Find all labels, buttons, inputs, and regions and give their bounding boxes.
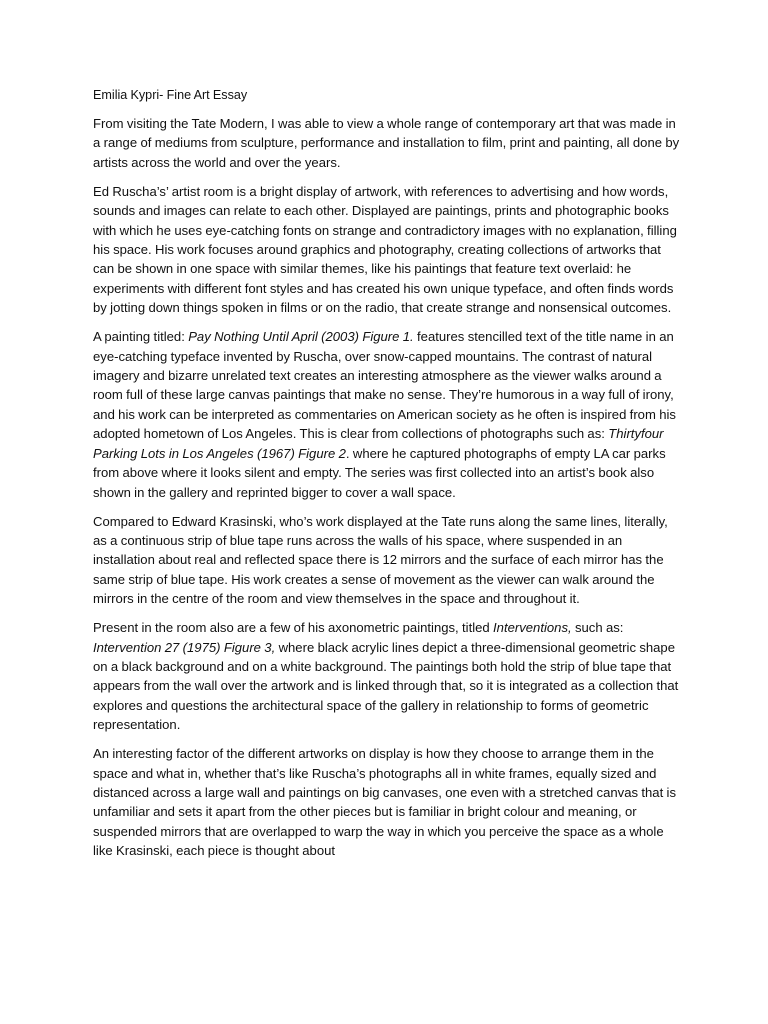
paragraph-interventions <box>93 618 683 734</box>
paragraph-text: Compared to Edward Krasinski, who’s work displayed at the Tate runs along the same lines, literally, as a continuous strip of blue tape runs across the walls of his space, where suspended in an installation about real and reflected space there is 12 mirrors and the surface of each mirror has the same strip of blue tape. His work creates a sense of movement as the viewer can walk around the mirrors in the centre of the room and view themselves in the space and throughout it. <box>93 513 668 607</box>
artwork-title-figure-2: Thirtyfour Parking Lots in Los Angeles (1967) Figure 2 <box>93 426 664 461</box>
paragraph-arrangement <box>93 744 683 860</box>
artwork-title-figure-3: Intervention 27 (1975) Figure 3, <box>93 639 276 655</box>
paragraph-text: Ed Ruscha’s’ artist room is a bright display of artwork, with references to advertising and how words, sounds and images can relate to each other. Displayed are paintings, prints and photographic books with which he uses eye-catching fonts on strange and contradictory images with no explanation, filling his space. His work focuses around graphics and photography, creating collections of artworks that can be shown in one space with similar themes, like his paintings that feature text overlaid: he experiments with different font styles and has created his own unique typeface, and often finds words by jotting down things spoken in films or on the radio, that create strange and nonsensical outcomes. <box>93 183 677 316</box>
artwork-title-figure-1: Pay Nothing Until April (2003) Figure 1. <box>188 329 414 345</box>
paragraph-text: such as: <box>571 620 624 636</box>
paragraph-text: where black acrylic lines depict a three-dimensional geometric shape on a black background and on a white background. The paintings both hold the strip of blue tape that appears from the wall over the artwork and is linked through that, so it is integrated as a collection that explores and questions the architectural space of the gallery in relationship to forms of geometric representation. <box>93 639 679 733</box>
paragraph-text: A painting titled: <box>93 329 189 345</box>
paragraph-pay-nothing <box>93 327 683 502</box>
paragraph-text: An interesting factor of the different artworks on display is how they choose to arrange them in the space and what in, whether that’s like Ruscha’s photographs all in white frames, equally sized and distanced across a large wall and paintings on big canvases, one even with a stretched canvas that is unfamiliar and sets it apart from the other pieces but is familiar in bright colour and meaning, or suspended mirrors that are overlapped to warp the way in which you perceive the space as a whole like Krasinski, each piece is thought about <box>93 746 677 859</box>
paragraph-text: Present in the room also are a few of his axonometric paintings, titled <box>93 620 494 636</box>
document-body <box>93 86 683 870</box>
paragraph-text: From visiting the Tate Modern, I was able to view a whole range of contemporary art that was made in a range of mediums from sculpture, performance and installation to film, print and painting, all done by artists across the world and over the years. <box>93 116 680 170</box>
essay-title: Emilia Kypri- Fine Art Essay <box>93 88 248 102</box>
paragraph-text: . where he captured photographs of empty LA car parks from above where it looks silent and empty. The series was first collected into an artist’s book also shown in the gallery and reprinted bigger to cover a wall space. <box>93 445 666 500</box>
paragraph-ruscha-room <box>93 182 683 318</box>
paragraph-intro <box>93 114 683 172</box>
paragraph-text: features stencilled text of the title name in an eye-catching typeface invented by Ruscha, over snow-capped mountains. The contrast of natural imagery and bizarre unrelated text creates an interesting atmosphere as the viewer walks around a room full of these large canvas paintings that make no sense. They’re humorous in a way full of irony, and his work can be interpreted as commentaries on American society as he often is inspired from his adopted hometown of Los Angeles. This is clear from collections of photographs such as: <box>93 329 676 442</box>
artwork-series-title: Interventions, <box>493 620 572 636</box>
paragraph-krasinski <box>93 512 683 609</box>
